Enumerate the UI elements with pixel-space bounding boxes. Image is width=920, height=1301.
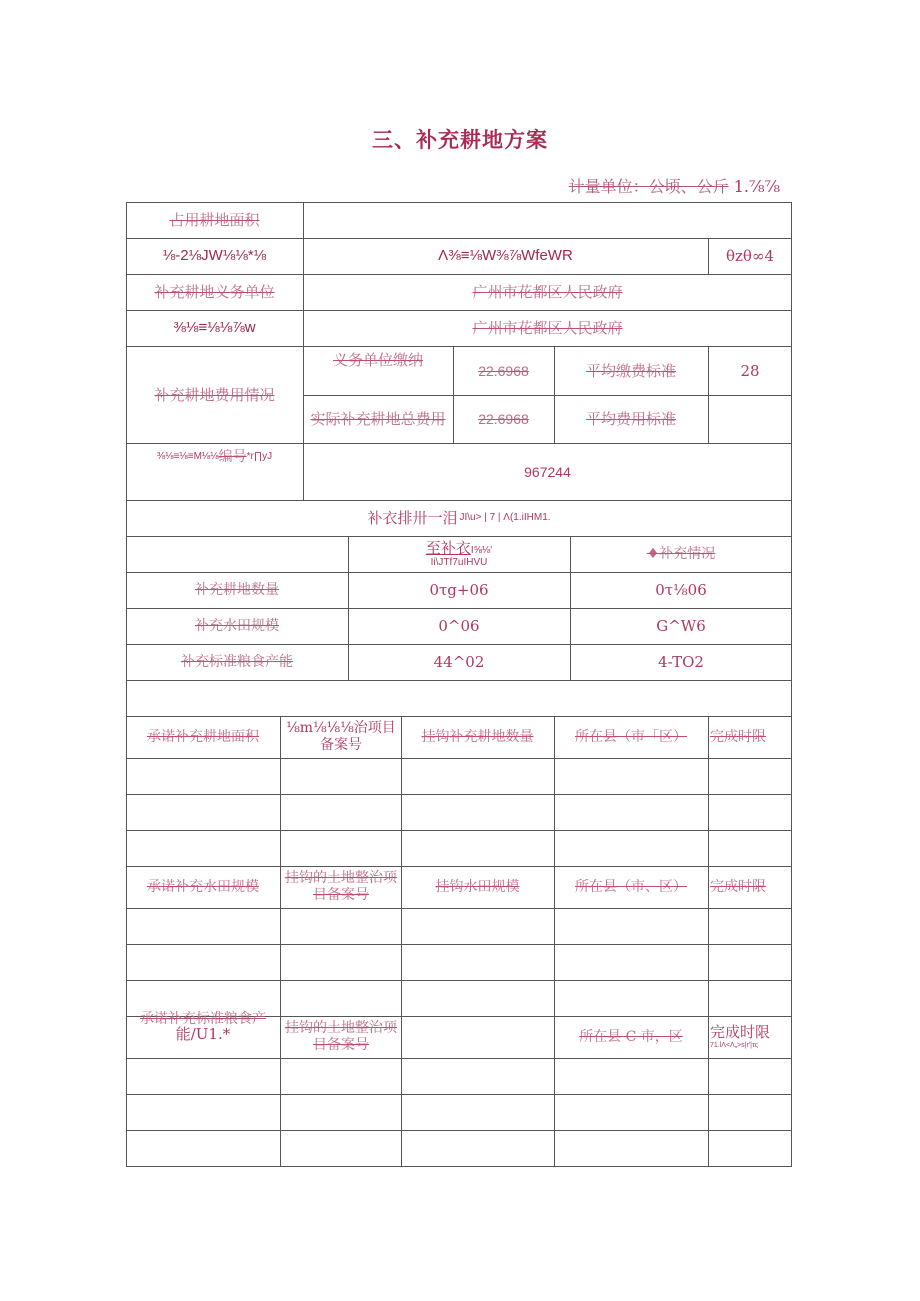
- section-header: [126, 500, 792, 536]
- code-label-mid: 编号: [218, 449, 247, 465]
- table-d-header-grain-top: 承诺补充标准粮食产: [140, 1011, 266, 1027]
- garbled-label-2: ⅜⅛≡⅛⅛⅞w: [173, 319, 256, 336]
- garbled-value-2: θzθ∞4: [725, 247, 774, 265]
- table-c-header-county: 所在县（市、区）: [575, 879, 687, 895]
- row-divider: [126, 680, 792, 681]
- col-header-planned: [348, 536, 570, 572]
- table-c-header-paddy-scale: 挂钩水田规模: [435, 879, 520, 895]
- col-divider: [708, 716, 709, 1167]
- paddy-value-1: 0^06: [438, 617, 480, 635]
- unit-label: [569, 174, 780, 197]
- table-d-header-deadline: [708, 1016, 792, 1058]
- table-b-header-county: 所在县（市「区）: [575, 729, 687, 745]
- row-divider: [126, 758, 792, 759]
- qty-value-2: 0τ⅛06: [655, 581, 707, 599]
- avg-paid-value: 28: [740, 361, 760, 380]
- grain-value-2: 4-TO2: [658, 653, 704, 671]
- table-b-header-project: ⅛m⅛⅛⅛治项目备案号: [286, 720, 396, 753]
- page-title: 三、补充耕地方案: [372, 127, 548, 152]
- grain-label: 补充标准粮食产能: [181, 654, 293, 670]
- col-header-planned-suffix: I⅝⅛': [470, 545, 493, 556]
- row-divider: [126, 1094, 792, 1095]
- row-divider: [126, 1130, 792, 1131]
- section-header-text: 补衣排卅一泪: [367, 509, 458, 527]
- table-c-header-paddy: 承诺补充水田规模: [147, 879, 259, 895]
- code-label-suffix: *r∏yJ: [246, 451, 273, 462]
- occupied-area-label: 占用耕地面积: [169, 211, 260, 229]
- qty-value-1: 0τg+06: [429, 581, 489, 599]
- table-b-header-area: 承诺补充耕地面积: [147, 729, 259, 745]
- table-c-header-project: 挂钩的土地整治项目备案号: [285, 870, 397, 903]
- paddy-value-2: G^W6: [656, 617, 706, 635]
- actual-label: 实际补充耕地总费用: [310, 410, 446, 428]
- section-header-small: JI\u> | 7 | Λ(1.iIHM1.: [459, 512, 551, 523]
- avg-paid-label: 平均缴费标准: [585, 361, 676, 380]
- row-divider: [126, 944, 792, 945]
- unit-suffix: 1.⅞⅞: [733, 177, 780, 196]
- row-divider: [126, 980, 792, 981]
- paddy-label: 补充水田规模: [195, 618, 279, 634]
- paid-label: 义务单位缴纳: [332, 351, 423, 369]
- table-d-header-grain-bottom: 能/U1.*: [175, 1025, 231, 1043]
- code-label-prefix: ⅜⅛≡⅛≡M⅛⅛: [156, 451, 219, 462]
- row-divider: [126, 1058, 792, 1059]
- row-divider: [126, 908, 792, 909]
- table-d-header-county: 所在县 C 市，区: [579, 1029, 683, 1045]
- qty-label: 补充耕地数量: [195, 582, 279, 598]
- table-d-header-grain: [126, 1012, 280, 1058]
- garbled-label: ⅛-2⅛JW⅛⅛*⅛: [162, 247, 267, 264]
- row-divider: [126, 830, 792, 831]
- cost-label: 补充耕地费用情况: [154, 385, 275, 404]
- table-b-header-qty: 挂钩补充耕地数量: [421, 729, 534, 745]
- code-label: [126, 443, 303, 471]
- actual-value: 22.6968: [478, 411, 529, 427]
- col-header-planned-small: Ii\JTf7uIHVU: [430, 557, 488, 568]
- obligor-value-2: 广州市花都区人民政府: [472, 319, 623, 337]
- col-divider: [280, 716, 281, 1167]
- row-divider: [126, 794, 792, 795]
- unit-text: 计量单位：公顷、公斤: [568, 177, 729, 196]
- table-d-header-deadline-small: 71.lΛ<Λ„>s|r'|τς: [710, 1042, 758, 1049]
- col-header-actual: ♦补充情况: [646, 546, 716, 562]
- obligor-label: 补充耕地义务单位: [154, 283, 275, 301]
- obligor-value: 广州市花都区人民政府: [472, 283, 623, 301]
- table-d-header-project: 挂钩的土地整治项目备案号: [285, 1020, 397, 1053]
- paid-value: 22.6968: [478, 362, 529, 379]
- garbled-value: Λ⅜≡⅛W⅜⅞WfeWR: [438, 247, 573, 264]
- col-divider: [401, 716, 402, 1167]
- code-value: 967244: [524, 463, 571, 480]
- avg-cost-label: 平均费用标准: [585, 410, 676, 428]
- col-divider: [554, 716, 555, 1167]
- col-header-planned-text: 至补衣: [425, 539, 471, 557]
- table-c-header-deadline: 完成时限: [710, 879, 766, 895]
- table-d-header-deadline-text: 完成时限: [710, 1023, 771, 1041]
- table-b-header-deadline: 完成时限: [710, 729, 766, 745]
- grain-value-1: 44^02: [433, 653, 485, 671]
- col-divider: [303, 202, 304, 238]
